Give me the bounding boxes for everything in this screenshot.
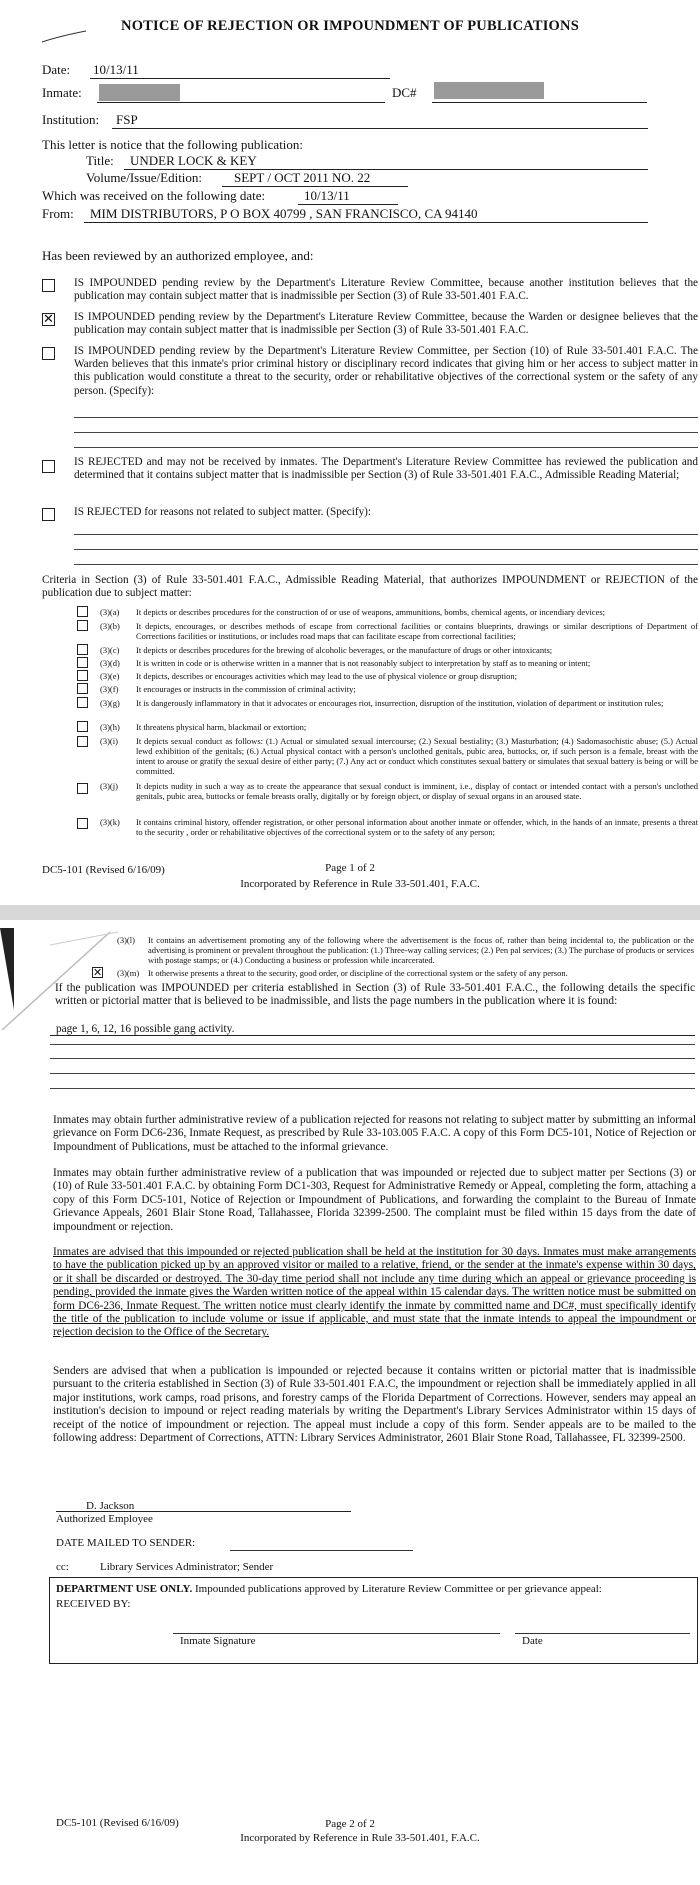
detail-line: [50, 1044, 695, 1045]
informal-grievance-paragraph: Inmates may obtain further administrative review of a publication rejected for reasons not relating to subject matter by submitting an informal grievance on Form DC6-236, Inmate Request, as prescribed by Rule 33-103.005 F.A.C. A copy of this Form DC5-101, Notice of Rejection or Impoundment of Publications, must be attached to the informal grievance.: [53, 1114, 696, 1153]
date-field: [90, 62, 390, 79]
department-use-heading: [56, 1583, 696, 1595]
option-3-checkbox[interactable]: [42, 347, 55, 360]
date-line[interactable]: [515, 1633, 690, 1634]
option-3-text: IS IMPOUNDED pending review by the Department's Literature Review Committee, per Section (10) of Rule 33-501.401 F.A.C. The Warden believes that this inmate's prior criminal history or disciplinary record indicates that giving him or her access to subject matter in this publication would constitute a threat to the security, order or rehabilitative objectives of the correctional system or the safety of any person. (Specify):: [74, 345, 698, 397]
department-use-text: Impounded publications approved by Literature Review Committee or per grievance appeal:: [194, 1583, 602, 1595]
date-mailed-label: DATE MAILED TO SENDER:: [56, 1537, 196, 1549]
detail-line: [50, 1073, 695, 1074]
publication-title-field: [124, 153, 648, 170]
specify-line: [74, 417, 698, 418]
criteria-text: It depicts, encourages, or describes methods of escape from correctional facilities or contains blueprints, drawings or similar descriptions of Department of Corrections facilities or institutions, or includes road maps that can facilitate escape from correctional facilities;: [136, 621, 698, 641]
administrative-remedy-paragraph: Inmates may obtain further administrative review of a publication that was impounded or rejected due to subject matter per Sections (3) or (10) of Rule 33-501.401 F.A.C. by obtaining Form DC1-303, Request for Administrative Remedy or Appeal, completing the form, attaching a copy of this Form DC5-101, Notice of Rejection or Impoundment of Publications, and forwarding the complaint to the Bureau of Inmate Grievance Appeals, 2601 Blair Stone Road, Tallahassee, Florida 32399-2500. The complaint must be filed within 15 days from the date of impoundment or rejection.: [53, 1167, 696, 1233]
publication-title: UNDER LOCK & KEY: [130, 153, 257, 168]
department-use-bold: DEPARTMENT USE ONLY.: [56, 1583, 193, 1595]
criteria-text: It depicts or describes procedures for the construction of or use of weapons, ammunitions, bombs, chemical agents, or incendiary devices;: [136, 607, 606, 617]
option-5-text: IS REJECTED for reasons not related to subject matter. (Specify):: [74, 506, 372, 518]
criteria-i-checkbox[interactable]: [77, 736, 88, 747]
form-id: DC5-101 (Revised 6/16/09): [56, 1817, 179, 1829]
redacted-inmate-name: [99, 84, 180, 101]
criteria-a-checkbox[interactable]: [77, 606, 88, 617]
date-value: 10/13/11: [93, 62, 139, 77]
checked-x-icon: ✕: [43, 312, 54, 327]
criteria-text: It depicts sexual conduct as follows: (1.) Actual or simulated sexual intercourse; (2.) Sexual bestiality; (3.) Masturbation; (4.) Sadomasochistic abuse; (5.) Actual lewd exhibition of the genitals; (6.) Actual physical contact with a person's unclothed genitals, pubic area, buttocks, or, if such person is a female, breast with the intent to arouse or gratify the sexual desire of either party; (7.) Any act or conduct which constitutes sexual battery or simulates that sexual battery is being or will be committed.: [136, 736, 698, 776]
criteria-code: (3)(k): [100, 817, 120, 827]
dc-label: DC#: [392, 85, 417, 100]
received-date-value: 10/13/11: [304, 188, 350, 203]
notice-intro: This letter is notice that the following publication:: [42, 137, 304, 152]
incorporated-reference: Incorporated by Reference in Rule 33-501.401, F.A.C.: [240, 1832, 480, 1844]
checked-x-icon: ✕: [93, 966, 103, 979]
criteria-text: It threatens physical harm, blackmail or extortion;: [136, 722, 307, 732]
criteria-text: It depicts, describes or encourages activities which may lead to the use of physical violence or group disruption;: [136, 671, 517, 681]
sender-advisory-paragraph: Senders are advised that when a publication is impounded or rejected because it contains written or pictorial matter that is inadmissible pursuant to the criteria established in Section (3) of Rule 33-501.401 F.A.C, the impoundment or rejection shall be immediately applied in all major institutions, work camps, road prisons, and forestry camps of the Florida Department of Corrections. However, senders may appeal an institution's decision to impound or reject reading materials by writing the Department's Library Services Administrator within 15 days of receipt of the notice of impoundment or rejection. The appeal must include a copy of this form. Sender appeals are to be mailed to the following address: Department of Corrections, ATTN: Library Services Administrator, 2601 Blair Stone Road, Tallahassee, FL 32399-2500.: [53, 1365, 696, 1445]
criteria-code: (3)(a): [100, 607, 120, 617]
inmate-label: Inmate:: [42, 85, 82, 100]
page-separator: [0, 905, 700, 920]
criteria-code: (3)(l): [117, 935, 135, 945]
criteria-text: It depicts or describes procedures for the brewing of alcoholic beverages, or the manufacture of drugs or other intoxicants;: [136, 645, 553, 655]
detail-line: [50, 1088, 695, 1089]
date-label: Date: [522, 1635, 543, 1647]
option-2-checkbox[interactable]: [42, 313, 55, 326]
institution-value: FSP: [116, 112, 138, 127]
received-by-label: RECEIVED BY:: [56, 1598, 131, 1610]
specify-line: [74, 549, 698, 550]
criteria-code: (3)(h): [100, 722, 120, 732]
criteria-h-checkbox[interactable]: [77, 721, 88, 732]
criteria-m-checkbox[interactable]: [92, 967, 103, 978]
criteria-j-checkbox[interactable]: [77, 783, 88, 794]
volume-value: SEPT / OCT 2011 NO. 22: [234, 170, 371, 185]
reviewed-statement: Has been reviewed by an authorized employee, and:: [42, 248, 314, 263]
option-5-checkbox[interactable]: [42, 508, 55, 521]
inmate-signature-label: Inmate Signature: [180, 1635, 256, 1647]
criteria-code: (3)(c): [100, 645, 120, 655]
date-mailed-line: [230, 1550, 413, 1551]
page-number: Page 1 of 2: [325, 862, 375, 874]
from-field: [84, 206, 648, 223]
option-1-checkbox[interactable]: [42, 279, 55, 292]
redacted-dc-number: [434, 82, 544, 99]
volume-label: Volume/Issue/Edition:: [86, 170, 203, 185]
title-label: Title:: [86, 153, 114, 168]
received-date-field: [298, 188, 398, 205]
criteria-code: (3)(m): [117, 968, 140, 978]
criteria-m-text: It otherwise presents a threat to the security, good order, or discipline of the correctional system or the safety of any person.: [148, 968, 568, 978]
option-4-checkbox[interactable]: [42, 460, 55, 473]
received-label: Which was received on the following date:: [42, 188, 266, 203]
volume-field: [222, 170, 408, 187]
criteria-f-checkbox[interactable]: [77, 683, 88, 694]
institution-label: Institution:: [42, 112, 100, 127]
criteria-text: It contains criminal history, offender registration, or other personal information about another inmate or offender, which, in the hands of an inmate, presents a threat to the security , order or rehabilitative objectives of the correctional system or to the safety of any person;: [136, 817, 698, 837]
form-title: NOTICE OF REJECTION OR IMPOUNDMENT OF PUBLICATIONS: [121, 18, 579, 34]
specify-line: [74, 564, 698, 565]
criteria-g-checkbox[interactable]: [77, 697, 88, 708]
signer-name: D. Jackson: [86, 1500, 135, 1512]
criteria-text: It encourages or instructs in the commission of criminal activity;: [136, 684, 356, 694]
criteria-intro: Criteria in Section (3) of Rule 33-501.401 F.A.C., Admissible Reading Material, that authorizes IMPOUNDMENT or REJECTION of the publication due to subject matter:: [42, 574, 698, 600]
criteria-text: It is written in code or is otherwise written in a manner that is not reasonably subject to interpretation by staff as to meaning or intent;: [136, 658, 591, 668]
criteria-text: It depicts nudity in such a way as to create the appearance that sexual conduct is imminent, i.e., display of contact or intended contact with a person's unclothed genitals, pubic area, buttocks or female breasts orally, digitally or by foreign object, or display of sexual organs in an aroused state.: [136, 781, 698, 801]
form-id: DC5-101 (Revised 6/16/09): [42, 864, 165, 876]
from-value: MIM DISTRIBUTORS, P O BOX 40799 , SAN FRANCISCO, CA 94140: [90, 206, 478, 221]
criteria-e-checkbox[interactable]: [77, 670, 88, 681]
criteria-text: It is dangerously inflammatory in that it advocates or encourages riot, insurrection, disruption of the institution, violation of department or institution rules;: [136, 698, 664, 708]
cc-label: cc:: [56, 1561, 69, 1573]
department-use-box: [49, 1577, 698, 1664]
impounded-detail-line: [50, 1021, 695, 1036]
specify-line: [74, 447, 698, 448]
inmate-signature-line[interactable]: [173, 1633, 500, 1634]
option-4-text: IS REJECTED and may not be received by inmates. The Department's Literature Review Committee has reviewed the publication and determined that it contains subject matter that is inadmissible per Section (3) of Rule 33-501.401 F.A.C., Admissible Reading Material;: [74, 456, 698, 482]
page-2: [0, 920, 700, 1885]
date-label: Date:: [42, 62, 71, 77]
criteria-code: (3)(j): [100, 781, 118, 791]
authorized-employee-label: Authorized Employee: [56, 1513, 153, 1525]
criteria-code: (3)(d): [100, 658, 120, 668]
criteria-code: (3)(i): [100, 736, 118, 746]
cc-value: Library Services Administrator; Sender: [100, 1561, 274, 1573]
specify-line: [74, 534, 698, 535]
criteria-code: (3)(g): [100, 698, 120, 708]
detail-line: [50, 1058, 695, 1059]
criteria-k-checkbox[interactable]: [77, 818, 88, 829]
criteria-c-checkbox[interactable]: [77, 644, 88, 655]
from-label: From:: [42, 206, 74, 221]
criteria-code: (3)(b): [100, 621, 120, 631]
inmate-advisory-paragraph: Inmates are advised that this impounded or rejected publication shall be held at the institution for 30 days. Inmates must make arrangements to have the publication picked up by an approved visitor or mailed to a relative, friend, or the sender at the inmate's expense within 30 days, or it shall be discarded or destroyed. The 30-day time period shall not include any time during which an appeal or grievance proceeding is pending, provided the inmate gives the Warden written notice of the appeal within 15 calendar days. The written notice must be submitted on form DC6-236, Inmate Request. The written notice must clearly identify the inmate by committed name and DC#, must specifically identify the title of the publication to include volume or issue if applicable, and must state that the inmate intends to appeal the impoundment or rejection decision to the Office of the Secretary.: [53, 1246, 696, 1339]
page-number: Page 2 of 2: [325, 1818, 375, 1830]
criteria-l-text: It contains an advertisement promoting any of the following where the advertisement is the focus of, rather than being incidental to, the publication or the advertising is prominent or prevalent throughout the publication: (1.) Three-way calling services; (2.) Pen pal services; (3.) The purchase of products or services with postage stamps; or (4.) Conducting a business or profession while incarcerated.: [148, 935, 694, 965]
criteria-b-checkbox[interactable]: [77, 620, 88, 631]
criteria-code: (3)(e): [100, 671, 120, 681]
option-1-text: IS IMPOUNDED pending review by the Department's Literature Review Committee, because another institution believes that the publication may contain subject matter that is inadmissible per Section (3) of Rule 33-501.401 F.A.C.: [74, 277, 698, 303]
option-2-text: IS IMPOUNDED pending review by the Department's Literature Review Committee, because the Warden or designee believes that the publication may contain subject matter that is inadmissible per Section (3) of Rule 33-501.401 F.A.C.: [74, 311, 698, 337]
specify-line: [74, 432, 698, 433]
impounded-intro: If the publication was IMPOUNDED per criteria established in Section (3) of Rule 33-501.401 F.A.C., the following details the specific written or pictorial matter that is believed to be inadmissible, and lists the page numbers in the publication where it is found:: [55, 982, 695, 1008]
criteria-code: (3)(f): [100, 684, 119, 694]
criteria-d-checkbox[interactable]: [77, 657, 88, 668]
page-1: [0, 0, 700, 905]
incorporated-reference: Incorporated by Reference in Rule 33-501.401, F.A.C.: [240, 878, 480, 890]
signature-line: [56, 1498, 351, 1512]
institution-field: [112, 112, 648, 129]
impounded-detail: page 1, 6, 12, 16 possible gang activity.: [56, 1023, 235, 1035]
